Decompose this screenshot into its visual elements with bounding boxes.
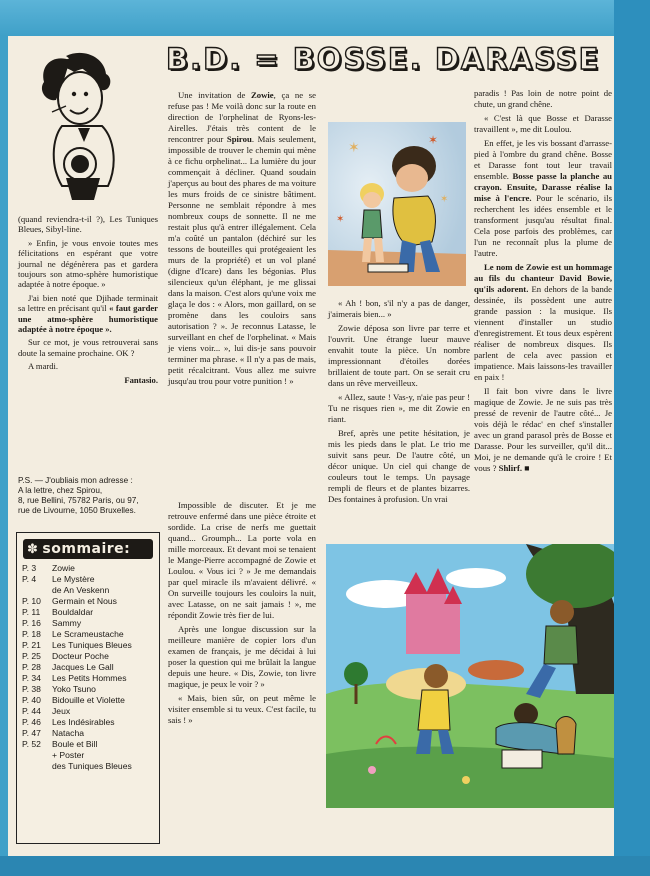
sommaire-item [22,662,155,673]
sommaire-title-text: sommaire: [42,541,131,557]
sommaire-page-number: P. 40 [22,695,41,705]
sommaire-item [22,728,155,739]
sommaire-item [22,695,155,706]
sommaire-item-title: Les Tuniques Bleues [52,640,132,650]
fantasio-illustration [22,46,142,211]
sommaire-item-title: Les Indésirables [52,717,115,727]
sommaire-list [17,563,159,772]
sommaire-item-title: Bidouille et Violette [52,695,125,705]
right-border [614,0,650,876]
letter-p3b: « faut garder une atmo-sphère humoristique adaptée à notre époque ». [18,303,158,335]
article-paragraph: paradis ! Pas loin de notre point de chute, un grand chêne. [474,88,612,109]
article-text: Pour le scénario, ils recherchent les idées ensemble et le transforment jusqu'au résultat final. Cela pose parfois des problèmes, car l'un ne reconnaît plus la plume de l'autre. [474,193,612,258]
sommaire-item [22,585,155,596]
letter-p4: Sur ce mot, je vous retrouverai sans doute la semaine prochaine. OK ? [18,337,158,358]
sommaire-item-title: Les Petits Hommes [52,673,127,683]
sommaire-page-number [22,585,52,596]
sommaire-item-title: Docteur Poche [52,651,109,661]
sommaire-page-number: P. 25 [22,651,41,661]
article-column-mid-bottom [168,500,316,729]
comic-panel-top [328,122,466,286]
article-paragraph: « Mais, bien sûr, on peut même le visiter ensemble si tu veux. C'est facile, tu sais ! » [168,693,316,725]
sommaire-item-title: des Tuniques Bleues [52,761,132,771]
letter-p3a: J'ai bien noté que Djihade terminait sa lettre en précisant qu'il [18,292,158,314]
sommaire-title [23,539,153,559]
letter-column [18,214,158,388]
sommaire-item [22,761,155,772]
sommaire-page-number: P. 16 [22,618,41,628]
article-text: Une invitation de [178,90,251,100]
sommaire-page-number: P. 38 [22,684,41,694]
letter-p5: A mardi. [28,361,59,372]
sommaire-item-title: Le Scrameustache [52,629,124,639]
address-line: A la lettre, chez Spirou, [18,486,103,495]
sommaire-page-number: P. 52 [22,739,41,749]
letter-p1: (quand reviendra-t-il ?), Les Tuniques Bleues, Sibyl-line. [18,214,158,235]
sommaire-item-title: Jeux [52,706,71,716]
article-paragraph: « Ah ! bon, s'il n'y a pas de danger, j'aimerais bien... » [328,298,470,319]
article-text: Il fait bon vivre dans le livre magique de Zowie. Je ne suis pas très pressé de revenir de l'autre côté... Je vois déjà le rédac' en chef s'installer avec un grand parasol près de Bosse et Darasse. Pour les surveiller, qu'il dit... Moi, je ne demande qu'à le croire ! Et vous ? [474,386,612,473]
sommaire-page-number: P. 3 [22,563,37,573]
sommaire-item [22,607,155,618]
sommaire-item-title: Bouldaldar [52,607,94,617]
sommaire-item [22,563,155,574]
sommaire-item [22,750,155,761]
author-signature: Shlirf. [498,463,523,473]
article-paragraph: Impossible de discuter. Et je me retrouve enfermé dans une pièce étroite et sordide. La crise de nerfs me guettait quand... Groumph... La porte vola en mille morceaux. Et devant moi se tenaient le Mange-Pierre accompagné de Zowie et Loulou. « Vous ici ? » Je me demandais par quel miracle ils m'avaient délivré. « On surveille toujours les couloirs la nuit, avec Latasse, on ne sait jamais ! », me répondit Zowie très fier de lui. [168,500,316,620]
sommaire-page-number: P. 28 [22,662,41,672]
sommaire-item-title: Zowie [52,563,75,573]
svg-text:✶: ✶ [336,214,345,225]
zowie-name: Zowie [250,90,274,100]
flower-icon: ✽ [27,541,39,557]
sommaire-item [22,640,155,651]
article-column-right [474,88,612,477]
address-line: rue de Livourne, 1050 Bruxelles. [18,506,136,515]
svg-text:✶: ✶ [348,141,360,156]
address-line: 8, rue Bellini, 75782 Paris, ou 97, [18,496,139,505]
sommaire-item-title: de An Veskenn [52,585,110,595]
article-text: En dehors de la bande dessinée, ils possèdent une autre grande passion : la musique. Ils viennent d'installer un studio d'enregistrement. Et tous deux espèrent réaliser de nombreux disques. Ils parlent de cela avec passion et impatience. Mais laissons-les travailler en paix ! [474,284,612,382]
article-paragraph: Zowie déposa son livre par terre et l'ouvrit. Une étrange lueur mauve envahit toute la pièce. Un nombre impressionnant d'étoiles dorées brillaient de toute part. On se serait cru dans un rêve merveilleux. [328,323,470,388]
article-paragraph: « Allez, saute ! Vas-y, n'aie pas peur ! Tu ne risques rien », me dit Zowie en riant. [328,392,470,424]
sommaire-item-title: Sammy [52,618,82,628]
sommaire-item-title: Boule et Bill [52,739,98,749]
sommaire-item [22,596,155,607]
article-bold-text: Le nom de Zowie est un hommage au fils du chanteur David Bowie, qu'ils adorent. [474,262,612,294]
sommaire-item-title: Le Mystère [52,574,95,584]
article-text: , ça ne se refuse pas ! Me voilà donc sur la route en direction de l'orphelinat de Ryons-les-Airelles. J'étais très content de le rencontrer pour [168,90,316,144]
sommaire-page-number: P. 47 [22,728,41,738]
sommaire-page-number: P. 11 [22,607,41,617]
sommaire-page-number: P. 34 [22,673,41,683]
sommaire-item-title: + Poster [52,750,85,760]
sommaire-item [22,673,155,684]
comic-panel-bottom [326,544,614,808]
sommaire-item-title: Natacha [52,728,85,738]
sommaire-item [22,618,155,629]
article-bold-text: Bosse passe la planche au crayon. Ensuite, Darasse réalise la mise à l'encre. [474,171,612,203]
sommaire-item [22,706,155,717]
article-text: . Mais seulement, impossible de trouver le chemin qui mène à ce fichu orphelinat... La lumière du jour commençait à décliner. Quand soudain j'aperçus au bout des phares de ma voiture les murs froids de ce sinistre bâtiment. Personne ne semblait répondre à mes nombreux coups de sonnette. Il ne me restait plus qu'à entrer illégalement. Cela m'a coûté un pantalon (déchiré sur les tessons de bouteilles qui protégeaient les murs de la propriété) et un vol plané (digne d'Icare) dans les bégonias. Plus silencieux qu'un éléphant, je me glissai dans la maison. C'est alors qu'une voix me glaça le dos : « Alors, mon gaillard, on se promène dans les couloirs sans autorisation ? ». Je reconnus Latasse, le surveillant en chef de l'orphelinat. « Mais je viens voir... », lui dis-je sans pouvoir terminer ma phrase. « Il n'y a pas de mais, petit récalcitrant. Vous allez me suivre jusqu'au trou pour votre punition ! » [168,134,316,386]
sommaire-page-number [22,750,52,761]
top-border [0,0,650,36]
sommaire-item [22,574,155,585]
end-square-icon: ■ [524,463,530,473]
article-paragraph: « C'est là que Bosse et Darasse travaillent », me dit Loulou. [474,113,612,134]
sommaire-item-title: Jacques Le Gall [52,662,114,672]
letter-signature: Fantasio. [124,374,158,385]
article-column-center [328,298,470,508]
svg-text:✶: ✶ [428,133,439,147]
sommaire-item [22,739,155,750]
magazine-page [8,36,614,856]
sommaire-item [22,717,155,728]
sommaire-page-number: P. 4 [22,574,37,584]
sommaire-page-number: P. 44 [22,706,41,716]
sommaire-item [22,629,155,640]
svg-text:✶: ✶ [440,194,449,205]
sommaire-item [22,684,155,695]
sommaire-box [16,532,160,844]
sommaire-item-title: Yoko Tsuno [52,684,96,694]
bottom-border [0,856,650,876]
sommaire-page-number: P. 18 [22,629,41,639]
sommaire-page-number: P. 46 [22,717,41,727]
page-title: B.D. = BOSSE. DARASSE [166,42,601,76]
sommaire-page-number [22,761,52,772]
spirou-name: Spirou [226,134,252,144]
article-text: En effet, je les vis bossant d'arrasse-pied à l'ombre du grand chêne. Bosse et Darasse font tout leur travail ensemble. [474,138,612,181]
letter-p2: » Enfin, je vous envoie toutes mes félicitations en espérant que votre journal ne dégénèrera pas et gardera toujours son atmo-sphère humoristique adaptée à notre époque. » [18,237,158,290]
sommaire-page-number: P. 21 [22,640,41,650]
article-paragraph: Après une longue discussion sur la meilleure manière de copier lors d'un examen de français, je me décidai à lui poser la question qui me brûlait la langue depuis une heure. « Dis, Zowie, ton livre magique, je peux le voir ? » [168,624,316,689]
article-column-mid-top [168,90,316,390]
ps-block [18,476,158,516]
sommaire-item-title: Germain et Nous [52,596,117,606]
sommaire-page-number: P. 10 [22,596,41,606]
ps-line: P.S. — J'oubliais mon adresse : [18,476,133,485]
sommaire-item [22,651,155,662]
article-paragraph: Bref, après une petite hésitation, je mis les pieds dans le plat. Le trio me suivit sans peur. De l'autre côté, un décor unique. Un ciel qui change de couleurs tout le temps. Un paysage rempli de fleurs et de plantes bizarres. Des fontaines à profusion. Un vrai [328,428,470,504]
